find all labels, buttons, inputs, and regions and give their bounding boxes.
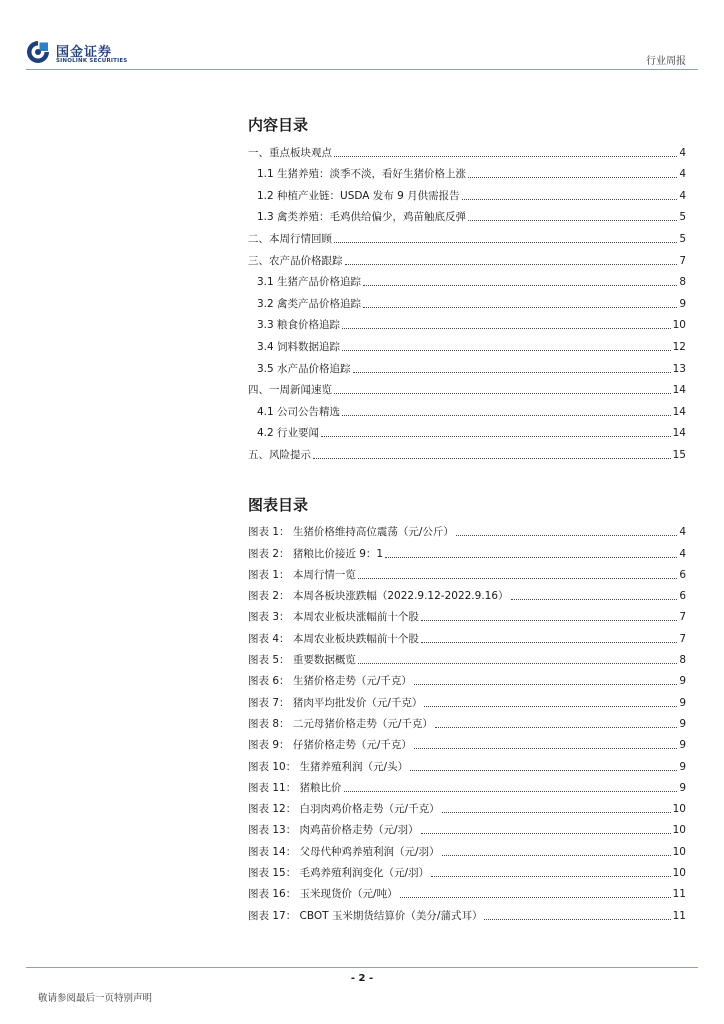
toc-entry-label: 3.2 禽类产品价格追踪 [257, 297, 362, 310]
figure-entry-label: 图表 16： 玉米现货价（元/吨） [248, 888, 398, 901]
toc-entry[interactable] [248, 203, 686, 225]
toc-entry[interactable] [248, 376, 686, 398]
toc-entry-leader [345, 264, 678, 265]
figure-entry[interactable] [248, 582, 686, 603]
figure-entry[interactable] [248, 731, 686, 752]
toc-entry-leader [468, 177, 677, 178]
toc-entry-page: 9 [679, 297, 686, 310]
toc-entry-page: 14 [672, 427, 686, 440]
toc-entry-leader [363, 307, 677, 308]
figure-entry-page: 9 [679, 675, 686, 688]
toc-entry-page: 8 [679, 276, 686, 289]
toc-entry-leader [363, 285, 677, 286]
figure-entry-leader [442, 812, 671, 813]
toc-entry-page: 14 [672, 405, 686, 418]
toc-entry[interactable] [248, 224, 686, 246]
toc-entry-label: 1.3 禽类养殖：毛鸡供给偏少，鸡苗触底反弹 [257, 211, 467, 224]
toc-entry[interactable] [248, 354, 686, 376]
figure-entry-leader [400, 897, 671, 898]
figure-entry-label: 图表 2： 本周各板块涨跌幅（2022.9.12-2022.9.16） [248, 590, 509, 603]
figure-entry-page: 8 [679, 654, 686, 667]
figure-entry-leader [358, 663, 677, 664]
toc-entry-label: 1.1 生猪养殖：淡季不淡，看好生猪价格上涨 [257, 168, 467, 181]
toc-entry-leader [468, 220, 677, 221]
figure-entry-page: 4 [679, 526, 686, 539]
figure-entry-leader [421, 620, 677, 621]
figure-entry-page: 9 [679, 717, 686, 730]
page-header [0, 0, 724, 72]
figure-entry-leader [424, 706, 677, 707]
figure-entry-leader [442, 855, 671, 856]
toc-entry-leader [334, 393, 671, 394]
figure-entry-page: 7 [679, 632, 686, 645]
toc-entry-leader [334, 156, 677, 157]
figure-entry-label: 图表 4： 本周农业板块跌幅前十个股 [248, 632, 419, 645]
toc-entry-label: 1.2 种植产业链：USDA 发布 9 月供需报告 [257, 189, 460, 202]
toc-entry-label: 五、风险提示 [248, 448, 311, 461]
figure-entry-leader [414, 684, 677, 685]
figure-entry-label: 图表 1： 生猪价格维持高位震荡（元/公斤） [248, 526, 454, 539]
figure-entry[interactable] [248, 667, 686, 688]
figure-entry-page: 9 [679, 696, 686, 709]
figures-toc-title: 图表目录 [248, 496, 309, 514]
toc-entry[interactable] [248, 440, 686, 462]
logo-chinese-name: 国金证券 [56, 45, 113, 60]
figure-entry-leader [358, 578, 677, 579]
figure-entry-leader [456, 535, 677, 536]
toc-entry[interactable] [248, 332, 686, 354]
figure-entry-label: 图表 14： 父母代种鸡养殖利润（元/羽） [248, 845, 440, 858]
figure-entry-page: 10 [672, 845, 686, 858]
figure-entry-label: 图表 9： 仔猪价格走势（元/千克） [248, 739, 412, 752]
footer-disclaimer: 敬请参阅最后一页特别声明 [38, 993, 153, 1004]
toc-entry-label: 四、一周新闻速览 [248, 384, 332, 397]
figure-entry-leader [431, 876, 671, 877]
toc-entry-label: 3.5 水产品价格追踪 [257, 362, 351, 375]
toc-entry[interactable] [248, 181, 686, 203]
figure-entry-label: 图表 7： 猪肉平均批发价（元/千克） [248, 696, 423, 709]
figure-entry-leader [484, 919, 670, 920]
figure-entry-page: 7 [679, 611, 686, 624]
figure-entry[interactable] [248, 880, 686, 901]
figure-entry-label: 图表 8： 二元母猪价格走势（元/千克） [248, 717, 433, 730]
toc-entry-label: 4.2 行业要闻 [257, 427, 320, 440]
figure-entry[interactable] [248, 646, 686, 667]
toc-entry-page: 13 [672, 362, 686, 375]
figure-entry[interactable] [248, 518, 686, 539]
figure-entry-page: 10 [672, 803, 686, 816]
toc-entry[interactable] [248, 397, 686, 419]
figure-entry-leader [421, 642, 677, 643]
figure-entry[interactable] [248, 816, 686, 837]
toc-entry-leader [342, 415, 671, 416]
figure-entry-label: 图表 10： 生猪养殖利润（元/头） [248, 760, 409, 773]
toc-entry-label: 三、农产品价格跟踪 [248, 254, 343, 267]
figure-entry-page: 11 [672, 909, 686, 922]
toc-entry[interactable] [248, 311, 686, 333]
figure-entry-label: 图表 5： 重要数据概览 [248, 654, 356, 667]
figure-entry-page: 11 [672, 888, 686, 901]
figure-entry-page: 9 [679, 760, 686, 773]
figure-entry-leader [435, 727, 677, 728]
toc-entry-label: 二、本周行情回顾 [248, 232, 332, 245]
footer-divider [26, 967, 698, 968]
figure-entry-page: 6 [679, 590, 686, 603]
figure-entry-label: 图表 6： 生猪价格走势（元/千克） [248, 675, 412, 688]
figure-entry[interactable] [248, 688, 686, 709]
figure-entry-label: 图表 2： 猪粮比价接近 9：1 [248, 547, 384, 560]
figures-toc-list [248, 518, 686, 923]
header-divider [26, 69, 698, 70]
logo-english-name: SINOLINK SECURITIES [56, 58, 128, 64]
toc-entry-page: 7 [679, 254, 686, 267]
toc-entry[interactable] [248, 246, 686, 268]
figure-entry-label: 图表 12： 白羽肉鸡价格走势（元/千克） [248, 803, 440, 816]
figure-entry[interactable] [248, 752, 686, 773]
figure-entry[interactable] [248, 901, 686, 922]
toc-entry-leader [334, 242, 677, 243]
figure-entry-label: 图表 17： CBOT 玉米期货结算价（美分/蒲式耳） [248, 909, 483, 922]
toc-entry-leader [342, 328, 671, 329]
toc-entry-leader [342, 350, 671, 351]
toc-entry[interactable] [248, 138, 686, 160]
toc-entry[interactable] [248, 268, 686, 290]
figure-entry-label: 图表 11： 猪粮比价 [248, 781, 342, 794]
toc-entry-page: 10 [672, 319, 686, 332]
toc-list [248, 138, 686, 462]
toc-entry-page: 4 [679, 189, 686, 202]
toc-entry-label: 3.4 饲料数据追踪 [257, 340, 341, 353]
toc-entry-leader [321, 436, 671, 437]
toc-entry-label: 一、重点板块观点 [248, 146, 332, 159]
figure-entry[interactable] [248, 624, 686, 645]
toc-entry-page: 4 [679, 146, 686, 159]
figure-entry[interactable] [248, 603, 686, 624]
figure-entry-page: 4 [679, 547, 686, 560]
logo-mark-icon [26, 40, 50, 64]
figure-entry-leader [421, 833, 671, 834]
toc-entry-leader [313, 458, 671, 459]
figure-entry[interactable] [248, 795, 686, 816]
figure-entry[interactable] [248, 859, 686, 880]
toc-entry-leader [462, 199, 678, 200]
figure-entry-label: 图表 13： 肉鸡苗价格走势（元/羽） [248, 824, 419, 837]
toc-entry-leader [353, 372, 671, 373]
toc-entry-page: 5 [679, 232, 686, 245]
company-logo [26, 40, 146, 68]
figure-entry[interactable] [248, 561, 686, 582]
toc-entry-label: 4.1 公司公告精选 [257, 405, 341, 418]
figure-entry[interactable] [248, 710, 686, 731]
figure-entry[interactable] [248, 837, 686, 858]
toc-entry[interactable] [248, 289, 686, 311]
toc-entry[interactable] [248, 419, 686, 441]
figure-entry-leader [410, 770, 677, 771]
toc-entry-page: 14 [672, 384, 686, 397]
figure-entry-label: 图表 3： 本周农业板块涨幅前十个股 [248, 611, 419, 624]
figure-entry[interactable] [248, 539, 686, 560]
figure-entry-page: 9 [679, 781, 686, 794]
toc-entry-page: 5 [679, 211, 686, 224]
figure-entry-leader [385, 557, 677, 558]
figure-entry-label: 图表 1： 本周行情一览 [248, 568, 356, 581]
toc-entry-label: 3.3 粮食价格追踪 [257, 319, 341, 332]
figure-entry[interactable] [248, 774, 686, 795]
figure-entry-page: 10 [672, 824, 686, 837]
figure-entry-leader [414, 748, 677, 749]
toc-entry-label: 3.1 生猪产品价格追踪 [257, 276, 362, 289]
toc-entry-page: 15 [672, 448, 686, 461]
toc-entry-page: 4 [679, 168, 686, 181]
report-type-label: 行业周报 [646, 56, 686, 67]
figure-entry-page: 9 [679, 739, 686, 752]
toc-entry-page: 12 [672, 340, 686, 353]
figure-entry-page: 10 [672, 867, 686, 880]
toc-title: 内容目录 [248, 116, 309, 134]
figure-entry-page: 6 [679, 568, 686, 581]
page-number: - 2 - [350, 973, 374, 984]
figure-entry-leader [344, 791, 678, 792]
figure-entry-leader [511, 599, 678, 600]
toc-entry[interactable] [248, 160, 686, 182]
figure-entry-label: 图表 15： 毛鸡养殖利润变化（元/羽） [248, 867, 430, 880]
